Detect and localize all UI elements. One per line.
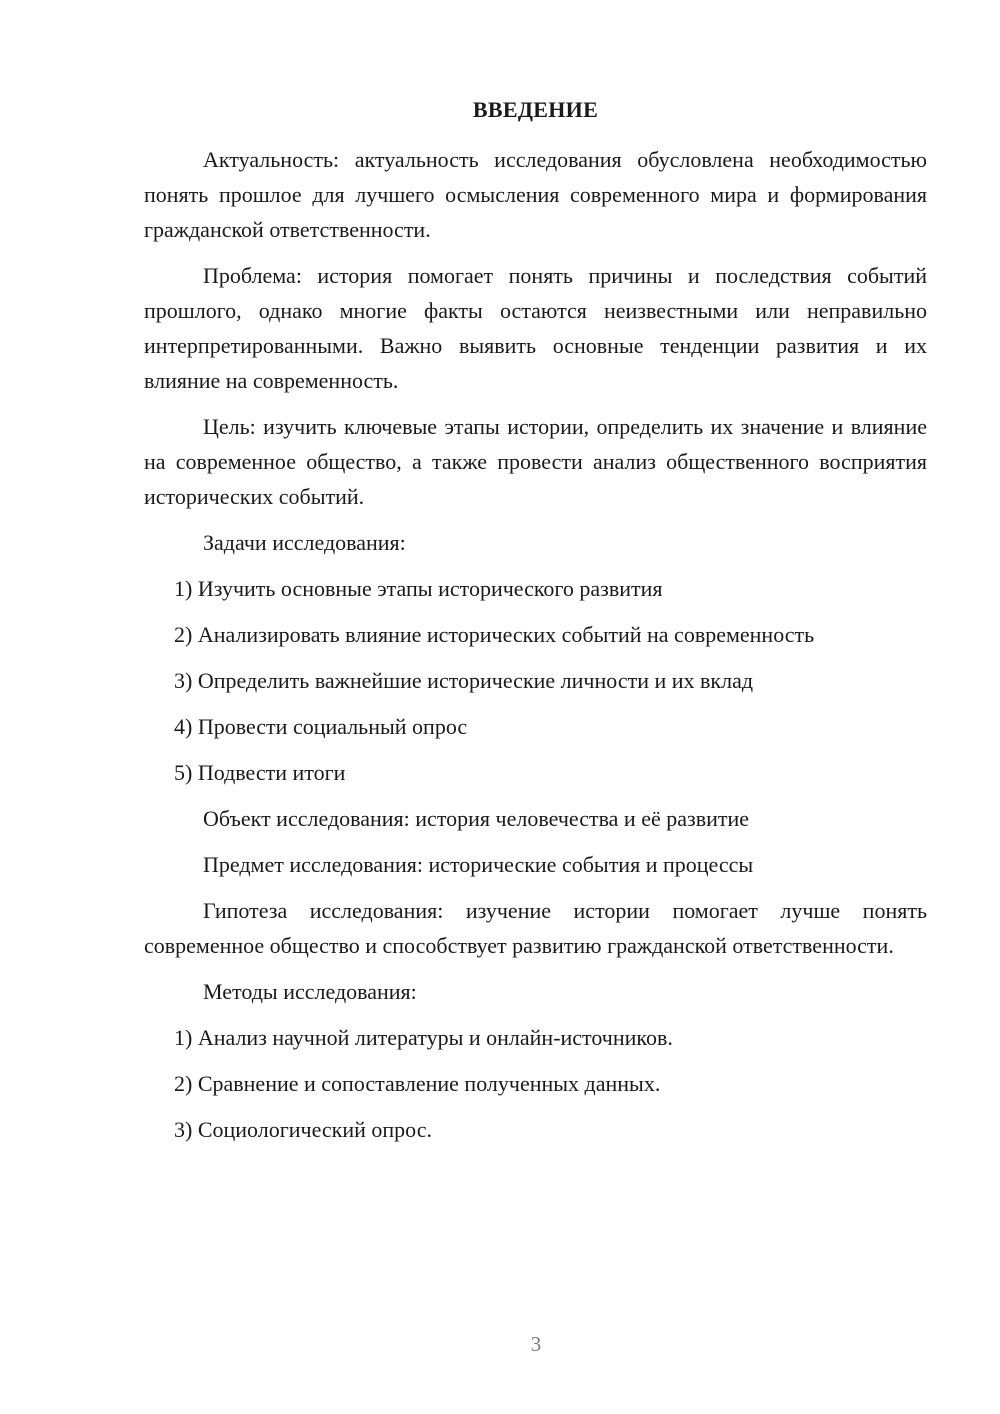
problem-paragraph: Проблема: история помогает понять причины и последствия событий прошлого, однако многие факты остаются неизвестными или неправильно интерпретированными. Важно выявить основные тенденции развития и их влияние на современность.	[144, 263, 927, 393]
task-item: 5) Подвести итоги	[174, 760, 346, 785]
method-item: 2) Сравнение и сопоставление полученных данных.	[174, 1071, 661, 1096]
section-heading: ВВЕДЕНИЕ	[472, 97, 599, 122]
hypothesis-paragraph: Гипотеза исследования: изучение истории помогает лучше понять современное общество и способствует развитию гражданской ответственности.	[144, 898, 927, 958]
relevance-paragraph: Актуальность: актуальность исследования обусловлена необходимостью понять прошлое для лучшего осмысления современного мира и формирования гражданской ответственности.	[144, 147, 927, 242]
task-item: 3) Определить важнейшие исторические личности и их вклад	[174, 668, 754, 693]
task-item: 1) Изучить основные этапы исторического развития	[174, 576, 663, 601]
method-item: 3) Социологический опрос.	[174, 1117, 432, 1142]
page-number: 3	[530, 1332, 542, 1356]
method-item: 1) Анализ научной литературы и онлайн-источников.	[174, 1025, 673, 1050]
methods-list	[144, 1020, 927, 1147]
object-paragraph: Объект исследования: история человечества и её развитие	[203, 806, 750, 831]
goal-paragraph: Цель: изучить ключевые этапы истории, определить их значение и влияние на современное общество, а также провести анализ общественного восприятия исторических событий.	[144, 414, 927, 509]
methods-title: Методы исследования:	[203, 979, 417, 1004]
task-item: 2) Анализировать влияние исторических событий на современность	[174, 622, 815, 647]
tasks-title: Задачи исследования:	[203, 530, 406, 555]
subject-paragraph: Предмет исследования: исторические события и процессы	[203, 852, 754, 877]
page-content	[144, 92, 927, 1147]
task-item: 4) Провести социальный опрос	[174, 714, 468, 739]
tasks-list	[144, 571, 927, 790]
